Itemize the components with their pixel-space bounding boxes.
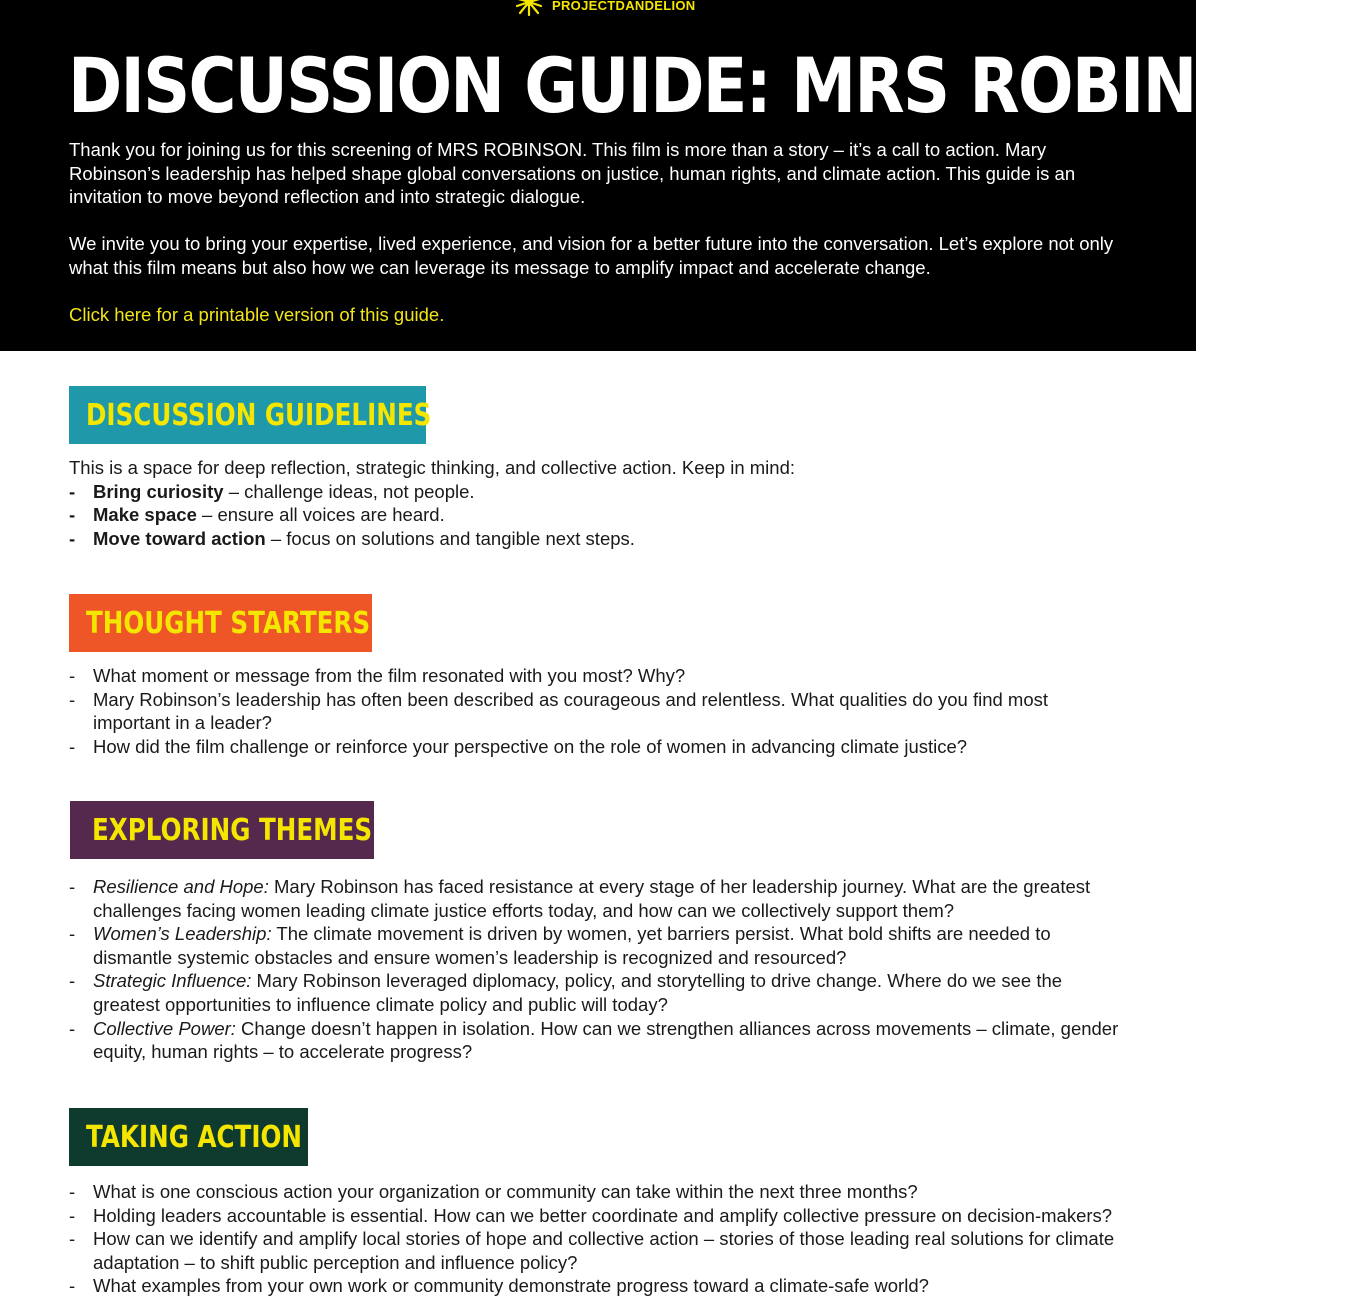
hero-header <box>0 0 1348 351</box>
taking-action-list <box>69 1180 1129 1298</box>
list-item <box>69 922 1129 969</box>
list-item <box>69 503 1129 527</box>
section-heading-text: EXPLORING THEMES <box>92 812 373 848</box>
themes-list <box>69 875 1129 1064</box>
intro-text <box>69 138 1129 327</box>
item-lead: Make space <box>93 504 197 526</box>
brand-logo <box>512 0 695 16</box>
item-lead: Collective Power: <box>93 1017 236 1039</box>
item-text: The climate movement is driven by women, yet barriers persist. What bold shifts are needed to dismantle systemic obstacles and ensure women’s leadership is recognized and resourced? <box>93 923 1051 968</box>
list-item: - What is one conscious action your organization or community can take within the next three months? <box>69 1180 1129 1204</box>
list-item <box>69 1017 1129 1064</box>
item-text: Change doesn’t happen in isolation. How can we strengthen alliances across movements – climate, gender equity, human rights – to accelerate progress? <box>93 1017 1119 1063</box>
item-lead: Move toward action <box>93 527 266 549</box>
taking-action-body <box>69 1180 1129 1298</box>
item-text: – focus on solutions and tangible next steps. <box>265 527 635 549</box>
guidelines-list <box>69 480 1129 551</box>
list-item: - Holding leaders accountable is essential. How can we better coordinate and amplify collective pressure on decision-makers? <box>69 1204 1129 1228</box>
item-lead: Resilience and Hope: <box>93 876 269 897</box>
intro-paragraph: We invite you to bring your expertise, lived experience, and vision for a better future into the conversation. Let’s explore not only what this film means but also how we can leverage its message to amplify impact and accelerate change. <box>69 233 1114 278</box>
item-text: Mary Robinson leveraged diplomacy, policy, and storytelling to drive change. Where do we see the greatest opportunities to influence climate policy and public will today? <box>93 970 1063 1015</box>
dandelion-sunburst-icon <box>512 0 546 16</box>
list-item: - What moment or message from the film resonated with you most? Why? <box>69 664 1129 688</box>
exploring-themes-heading <box>70 801 374 859</box>
list-item: - How did the film challenge or reinforce your perspective on the role of women in advancing climate justice? <box>69 735 1129 759</box>
brand-name: PROJECTDANDELION <box>552 0 696 13</box>
item-lead: Bring curiosity <box>93 480 224 502</box>
taking-action-heading <box>69 1108 308 1166</box>
item-text: – ensure all voices are heard. <box>196 504 445 526</box>
printable-version-link[interactable]: Click here for a printable version of this guide. <box>69 304 445 326</box>
section-heading-text: TAKING ACTION <box>86 1119 303 1155</box>
intro-paragraph: Thank you for joining us for this screening of MRS ROBINSON. This film is more than a story – it’s a call to action. Mary Robinson’s leadership has helped shape global conversations on justice, human rights, and climate action. This guide is an invitation to move beyond reflection and into strategic dialogue. <box>69 139 1076 208</box>
list-item <box>69 527 1129 551</box>
list-item <box>69 969 1129 1016</box>
thought-starters-body <box>69 664 1129 758</box>
discussion-guidelines-heading <box>69 386 432 444</box>
exploring-themes-body <box>69 875 1129 1064</box>
thought-starters-heading <box>69 594 372 652</box>
list-item: - What examples from your own work or community demonstrate progress toward a climate-safe world? <box>69 1274 1129 1298</box>
list-item <box>69 480 1129 504</box>
item-lead: Women’s Leadership: <box>93 923 272 945</box>
list-item: - How can we identify and amplify local stories of hope and collective action – stories of those leading real solutions for climate adaptation – to shift public perception and influence policy? <box>69 1227 1129 1274</box>
discussion-guidelines-body <box>69 456 1129 550</box>
item-text: – challenge ideas, not people. <box>223 480 475 502</box>
item-lead: Strategic Influence: <box>93 970 252 992</box>
section-heading-text: DISCUSSION GUIDELINES <box>86 397 432 433</box>
list-item: - Mary Robinson’s leadership has often been described as courageous and relentless. What qualities do you find most important in a leader? <box>69 688 1129 735</box>
list-item <box>69 875 1129 922</box>
guidelines-intro: This is a space for deep reflection, strategic thinking, and collective action. Keep in mind: <box>69 457 795 478</box>
section-heading-text: THOUGHT STARTERS <box>86 605 371 641</box>
page-title: DISCUSSION GUIDE: MRS ROBINSON <box>68 41 1348 130</box>
item-text: Mary Robinson has faced resistance at every stage of her leadership journey. What are the greatest challenges facing women leading climate justice efforts today, and how can we collectively support them? <box>93 876 1091 921</box>
thought-starters-list <box>69 664 1129 758</box>
